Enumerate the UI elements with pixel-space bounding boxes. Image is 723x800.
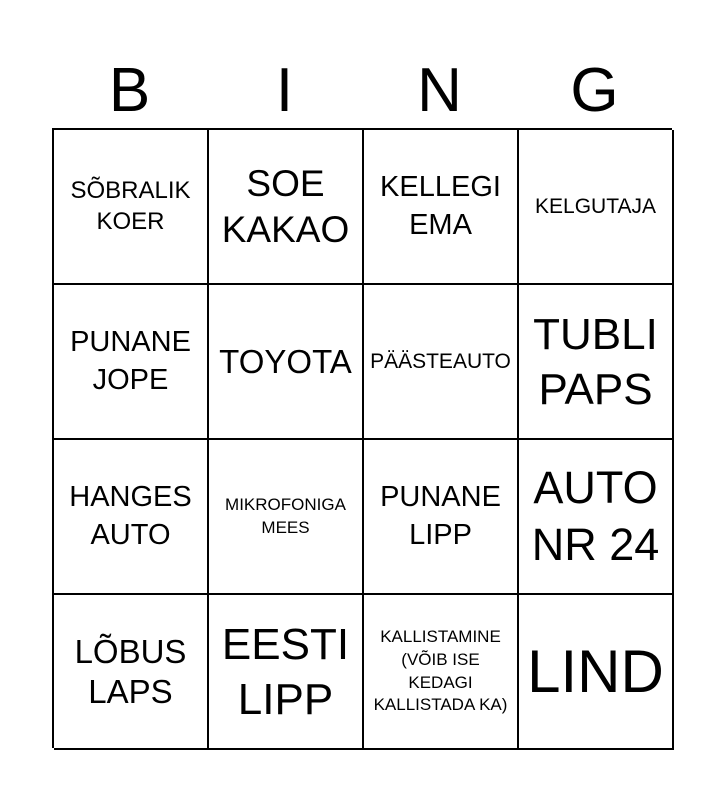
bingo-cell-r4c1[interactable]	[54, 595, 209, 750]
cell-label: LIND	[527, 637, 664, 705]
cell-label: TOYOTA	[219, 342, 352, 380]
bingo-cell-r4c3[interactable]	[364, 595, 519, 750]
bingo-grid	[52, 128, 672, 748]
bingo-cell-r2c2[interactable]	[209, 285, 364, 440]
bingo-cell-r3c4[interactable]	[519, 440, 674, 595]
bingo-cell-r4c4[interactable]	[519, 595, 674, 750]
cell-label: TUBLI PAPS	[533, 309, 658, 414]
bingo-cell-r2c1[interactable]	[54, 285, 209, 440]
cell-label: LÕBUS LAPS	[74, 632, 187, 710]
cell-label: SÕBRALIK KOER	[70, 176, 191, 235]
bingo-cell-r1c3[interactable]	[364, 130, 519, 285]
cell-label: KELGUTAJA	[535, 194, 656, 218]
cell-label: PUNANE JOPE	[70, 325, 191, 396]
bingo-cell-r2c3[interactable]	[364, 285, 519, 440]
cell-label: PUNANE LIPP	[380, 480, 501, 551]
cell-label: EESTI LIPP	[221, 619, 350, 724]
cell-label: AUTO NR 24	[531, 461, 660, 570]
bingo-cell-r3c3[interactable]	[364, 440, 519, 595]
cell-label: SOE KAKAO	[221, 162, 350, 250]
bingo-cell-r3c2[interactable]	[209, 440, 364, 595]
bingo-header	[52, 56, 672, 126]
header-letter-n: N	[417, 56, 462, 125]
cell-label: KELLEGI EMA	[380, 170, 501, 241]
header-letter-i: I	[275, 56, 294, 125]
header-letter-g: G	[570, 56, 619, 125]
cell-label: MIKROFONIGA MEES	[225, 494, 346, 537]
cell-label: KALLISTAMINE (VÕIB ISE KEDAGI KALLISTADA KA)	[373, 626, 508, 715]
bingo-cell-r3c1[interactable]	[54, 440, 209, 595]
bingo-cell-r1c4[interactable]	[519, 130, 674, 285]
bingo-cell-r1c1[interactable]	[54, 130, 209, 285]
bingo-cell-r1c2[interactable]	[209, 130, 364, 285]
cell-label: HANGES AUTO	[69, 480, 192, 551]
cell-label: PÄÄSTEAUTO	[370, 349, 511, 373]
bingo-cell-r4c2[interactable]	[209, 595, 364, 750]
header-letter-b: B	[108, 56, 151, 125]
bingo-cell-r2c4[interactable]	[519, 285, 674, 440]
